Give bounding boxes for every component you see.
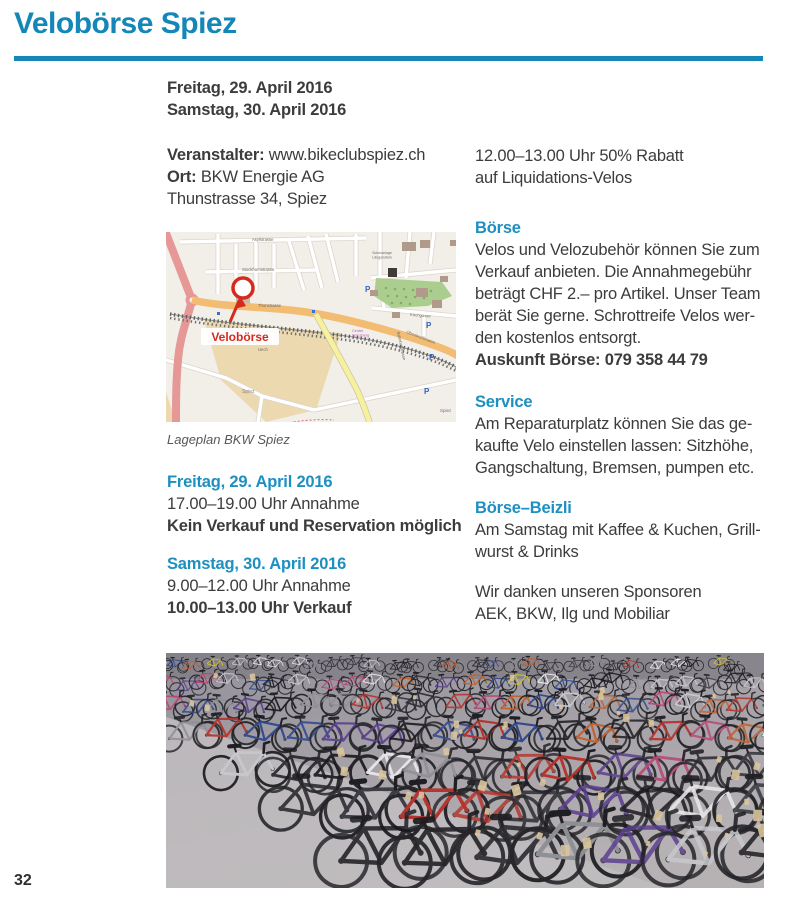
map-place-label: Schulanlage xyxy=(372,251,392,255)
parking-icon: P xyxy=(429,353,435,362)
sponsors-section: Wir danken unseren Sponsoren AEK, BKW, Ilg und Mobiliar xyxy=(475,583,702,623)
page-title: Velobörse Spiez xyxy=(14,7,237,40)
map-street-label: Bahnhofstrasse xyxy=(396,331,407,361)
map-street-label: Asylstrasse xyxy=(252,237,274,242)
beizli-section: Börse–Beizli Am Samstag mit Kaffee & Kuchen, Grill- wurst & Drinks xyxy=(475,499,761,561)
map-caption: Lageplan BKW Spiez xyxy=(167,432,290,447)
service-heading: Service xyxy=(475,393,533,411)
parking-icon: P xyxy=(424,387,430,396)
page-number: 32 xyxy=(14,872,32,889)
event-photo xyxy=(166,653,764,888)
parking-icon: P xyxy=(365,285,371,294)
map-place-label: Center xyxy=(352,329,364,333)
beizli-heading: Börse–Beizli xyxy=(475,499,572,517)
map-street-label: Oberlandstrasse xyxy=(405,329,437,345)
saturday-sale-time: 10.00–13.00 Uhr Verkauf xyxy=(167,599,352,617)
map-place-label: Spiez xyxy=(242,389,255,395)
map-place-label: Uech xyxy=(258,347,268,352)
map-street-label: Stockhornstrasse xyxy=(242,267,275,272)
service-section: Service Am Reparaturplatz können Sie das ge- kaufte Velo einstellen lassen: Sitzhöhe, Gangschaltung, Bremsen, pumpen etc. xyxy=(475,393,755,477)
organizer-label: Veranstalter: xyxy=(167,146,265,164)
organizer-link[interactable]: www.bikeclubspiez.ch xyxy=(268,146,426,164)
saturday-time: 9.00–12.00 Uhr Annahme xyxy=(167,577,351,595)
boerse-section: Börse Velos und Velozubehör können Sie zum Verkauf anbieten. Die Annahmegebühr beträgt CHF 2.– pro Artikel. Unser Team berät Sie gerne. Schrottreife Velos wer- den kostenlos entsorgt. Auskunft Börse: 079 358 44 79 xyxy=(475,219,761,369)
map-street-label: Thunstrasse xyxy=(258,303,282,308)
saturday-section xyxy=(167,553,351,619)
discount-note: 12.00–13.00 Uhr 50% Rabatt auf Liquidations-Velos xyxy=(475,147,684,187)
map-street-label: Kirchgasse xyxy=(409,312,431,319)
map-place-label: Längenstein xyxy=(372,255,392,260)
map-marker-icon xyxy=(233,278,253,298)
bicycles-photo xyxy=(166,653,764,888)
map-bus-stop-icon xyxy=(312,310,315,313)
map-church-building xyxy=(388,268,397,277)
map-place-label: Spiezberg xyxy=(352,333,370,338)
event-date-friday: Freitag, 29. April 2016 xyxy=(167,79,333,97)
location-value: BKW Energie AG xyxy=(200,168,325,186)
friday-note: Kein Verkauf und Reservation möglich xyxy=(167,517,462,535)
parking-icon: P xyxy=(426,321,432,330)
boerse-heading: Börse xyxy=(475,219,521,237)
title-rule xyxy=(14,56,763,61)
friday-section xyxy=(167,471,461,537)
friday-heading: Freitag, 29. April 2016 xyxy=(167,473,333,491)
event-date-saturday: Samstag, 30. April 2016 xyxy=(167,101,347,119)
event-dates xyxy=(167,77,346,121)
map-bus-stop-icon xyxy=(217,312,220,315)
location-map xyxy=(166,232,456,422)
organizer-row xyxy=(167,144,425,166)
marker-label: Velobörse xyxy=(211,330,269,344)
friday-time: 17.00–19.00 Uhr Annahme xyxy=(167,495,360,513)
address-line: Thunstrasse 34, Spiez xyxy=(167,190,327,208)
event-info xyxy=(167,144,425,210)
location-label: Ort: xyxy=(167,168,197,186)
boerse-phone: Auskunft Börse: 079 358 44 79 xyxy=(475,351,708,369)
saturday-heading: Samstag, 30. April 2016 xyxy=(167,555,347,573)
map-place-label: Spiez xyxy=(440,408,452,413)
map-image xyxy=(166,232,456,422)
location-row xyxy=(167,166,425,188)
